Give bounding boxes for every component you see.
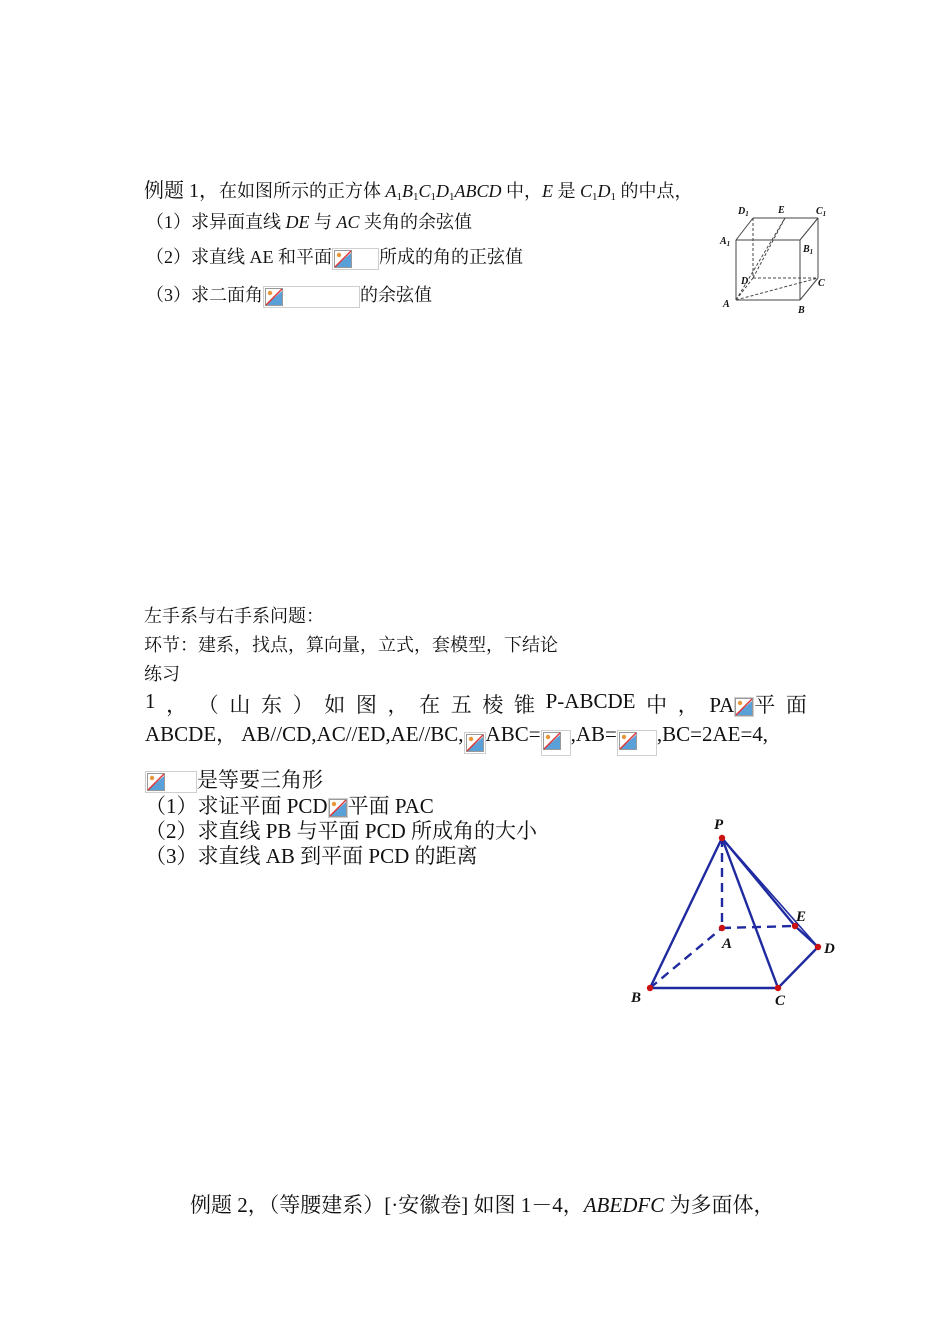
notes-line-2: 环节：建系，找点，算向量，立式，套模型，下结论 (144, 635, 558, 655)
notes-line-3: 练习 (144, 664, 180, 684)
cube-label-E: E (778, 205, 785, 216)
practice1-row-2: ABCDE， AB//CD,AC//ED,AE//BC, ABC= ,AB= ,BC=2AE=4, (145, 716, 768, 756)
pyramid-label-P: P (714, 817, 724, 833)
pyramid-point-C (775, 985, 781, 991)
practice1-question-2: （2）求直线 PB 与平面 PCD 所成角的大小 (145, 819, 538, 843)
cube-label-B: B (798, 305, 805, 316)
practice1-row-3: 是等要三角形 (145, 764, 323, 794)
example2-stem: 例题 2，（等腰建系）[·安徽卷] 如图 1－4，ABEDFC 为多面体， (190, 1193, 775, 1217)
pyramid-point-A (719, 925, 725, 931)
broken-image-icon (263, 286, 360, 308)
broken-image-icon (541, 730, 571, 756)
cube-label-D1: $D_1$ (738, 206, 749, 218)
example1-question-1: （1）求异面直线 DE 与 AC 夹角的余弦值 (146, 212, 473, 232)
pyramid-label-C: C (775, 993, 786, 1009)
example1-label: 例题 1， (144, 180, 219, 202)
example1-question-3: （3）求二面角 的余弦值 (146, 281, 432, 308)
cube-figure (718, 200, 840, 320)
pyramid-label-D: D (824, 941, 835, 957)
cube-label-A1: $A_1$ (720, 236, 731, 248)
practice1-question-1: （1）求证平面 PCD 平面 PAC (145, 794, 434, 818)
pyramid-label-B: B (631, 990, 642, 1006)
broken-image-icon (617, 730, 657, 756)
pyramid-point-B (647, 985, 653, 991)
broken-image-icon (332, 248, 379, 270)
example1-intro: 在如图所示的正方体 $A_1B_1C_1D_1ABCD$ 中，E 是 $C_1D_1$ 的中点， (219, 181, 693, 203)
cube-label-D: D (741, 276, 749, 287)
example1-stem (144, 174, 693, 203)
cube-label-A: A (723, 299, 730, 310)
pyramid-point-P (719, 835, 725, 841)
broken-image-icon (464, 732, 486, 754)
example1-question-2: （2）求直线 AE 和平面 所成的角的正弦值 (146, 243, 523, 270)
broken-image-icon (734, 697, 754, 717)
practice1-row-1: 1 ， （ 山 东 ） 如 图 ， 在 五 棱 锥 P-ABCDE 中 ， PA 平 面 (145, 689, 807, 717)
cube-label-C: C (818, 278, 825, 289)
pyramid-label-A: A (722, 936, 733, 952)
pyramid-point-D (815, 944, 821, 950)
cube-label-B1: $B_1$ (803, 244, 814, 256)
cube-label-C1: $C_1$ (816, 206, 827, 218)
pyramid-figure (625, 810, 850, 1010)
practice1-question-3: （3）求直线 AB 到平面 PCD 的距离 (145, 844, 478, 868)
notes-line-1: 左手系与右手系问题： (144, 606, 324, 626)
pyramid-label-E: E (796, 909, 807, 925)
